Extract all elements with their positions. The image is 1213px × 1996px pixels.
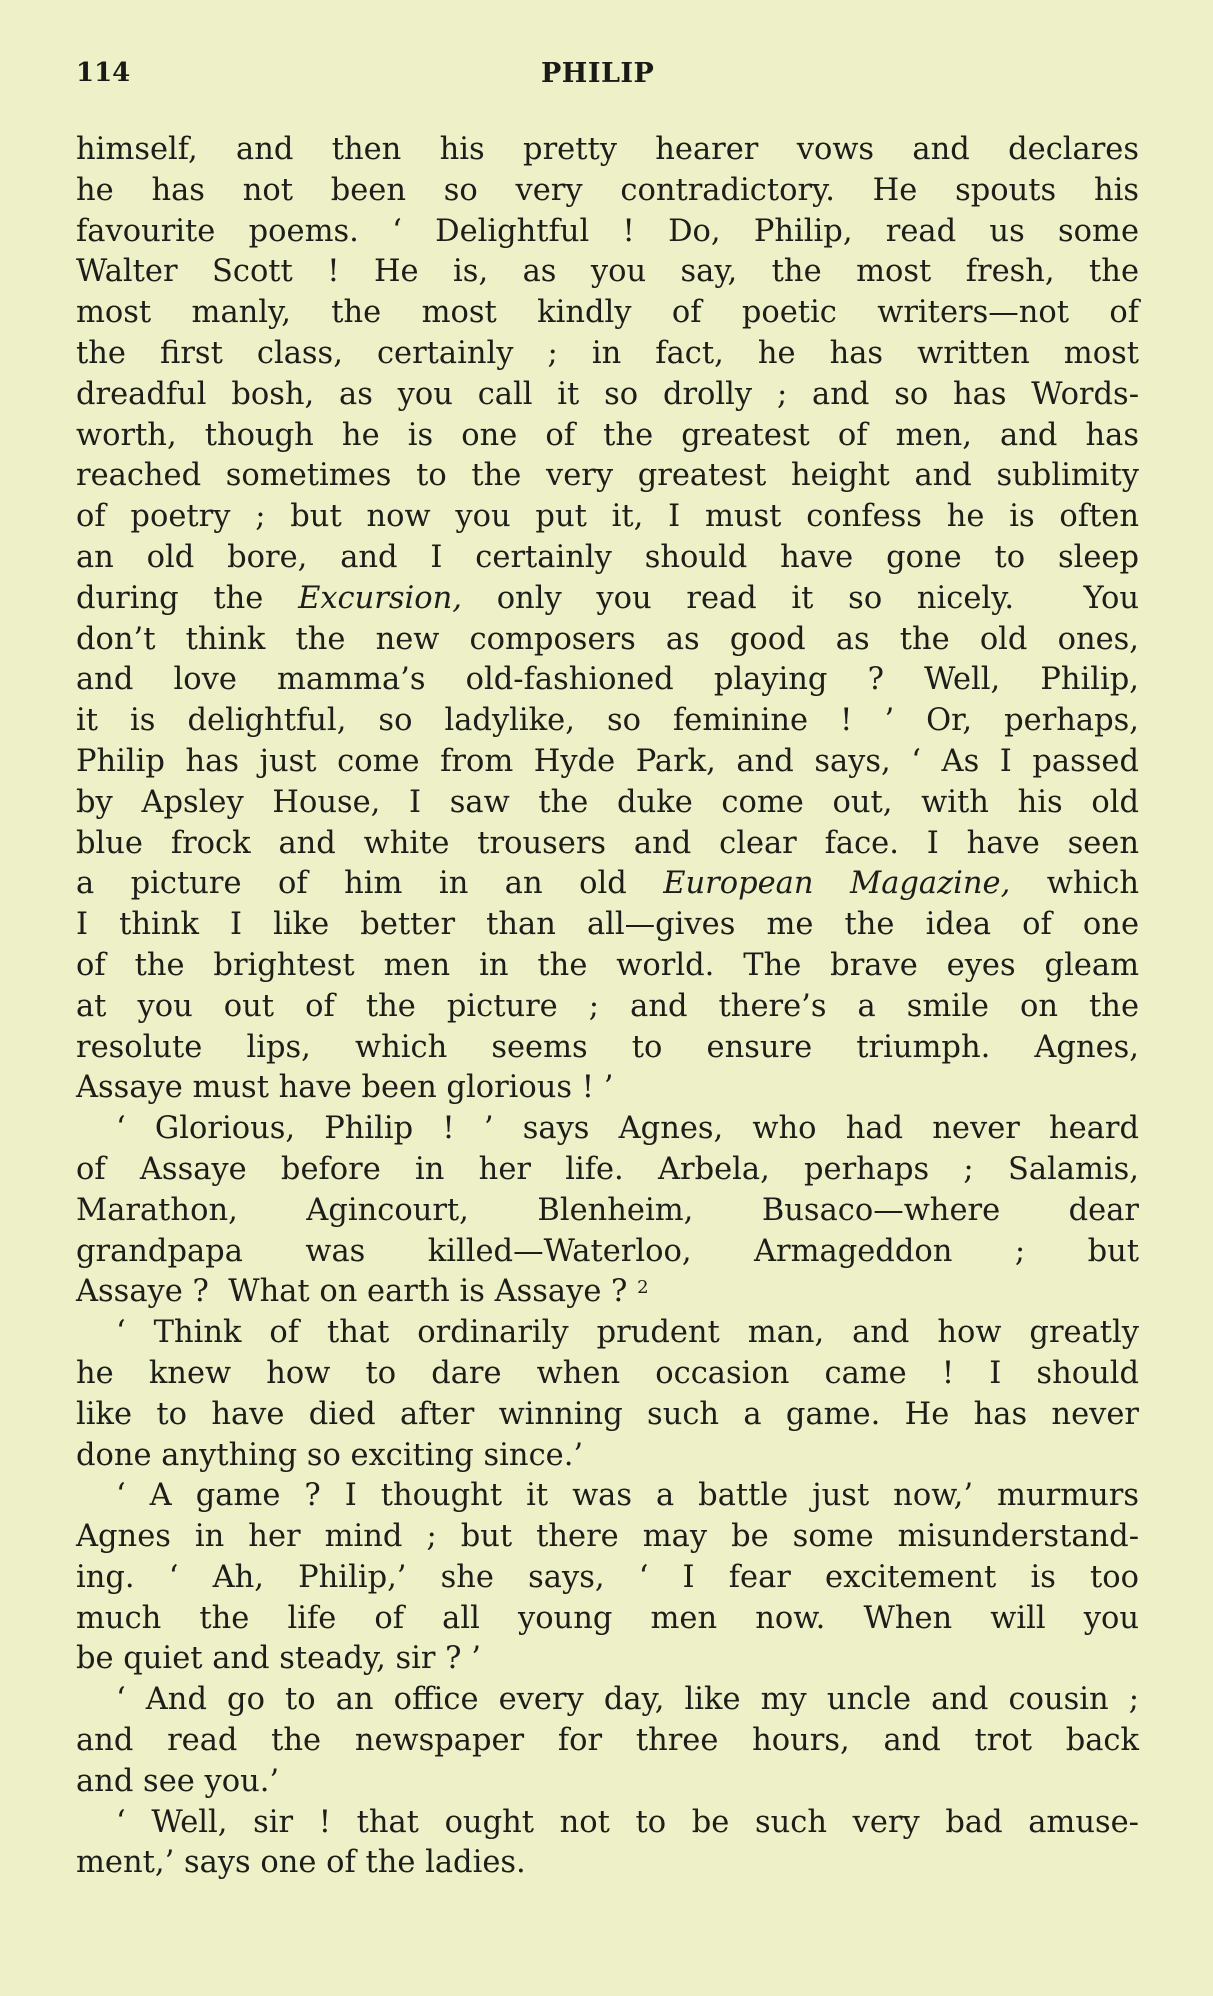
text-fragment: a picture of him in an old (76, 866, 664, 902)
page-number: 114 (76, 58, 131, 88)
text-line-with-title (76, 579, 1139, 620)
text-line: resolute lips, which seems to ensure triumph. Agnes, (76, 1029, 1139, 1065)
text-line: by Apsley House, I saw the duke come out, with his old (76, 784, 1139, 820)
text-line: of poetry ; but now you put it, I must confess he is often (76, 499, 1139, 535)
text-line: himself, and then his pretty hearer vows and declares (76, 132, 1139, 167)
text-line: and read the newspaper for three hours, and trot back (76, 1723, 1139, 1759)
text-fragment: Assaye ? What on earth is Assaye ? (76, 1274, 638, 1310)
text-line: like to have died after winning such a game. He has never (76, 1396, 1139, 1432)
text-line: ‘ And go to an office every day, like my uncle and cousin ; (116, 1682, 1139, 1718)
text-line: reached sometimes to the very greatest height and sublimity (76, 458, 1139, 494)
text-line: worth, though he is one of the greatest of men, and has (76, 417, 1139, 453)
text-line: Marathon, Agincourt, Blenheim, Busaco—where dear (76, 1192, 1139, 1228)
text-line: at you out of the picture ; and there’s a smile on the (76, 988, 1139, 1024)
text-line: be quiet and steady, sir ? ’ (76, 1641, 481, 1677)
text-line: and see you.’ (76, 1763, 280, 1799)
text-line: grandpapa was killed—Waterloo, Armageddon ; but (76, 1233, 1139, 1269)
text-line: he has not been so very contradictory. He spouts his (76, 172, 1139, 208)
text-line: Philip has just come from Hyde Park, and says, ‘ As I passed (76, 743, 1139, 779)
text-line: I think I like better than all—gives me the idea of one (76, 907, 1139, 943)
text-line: and love mamma’s old-fashioned playing ? Well, Philip, (76, 662, 1139, 698)
text-line: ‘ Glorious, Philip ! ’ says Agnes, who had never heard (116, 1111, 1139, 1147)
text-line: the first class, certainly ; in fact, he has written most (76, 335, 1139, 371)
text-line: blue frock and white trousers and clear face. I have seen (76, 825, 1139, 861)
text-line: don’t think the new composers as good as the old ones, (76, 621, 1139, 657)
italic-title-magazine: European Magazine, (663, 866, 1011, 902)
text-line: he knew how to dare when occasion came ! I should (76, 1355, 1139, 1391)
text-line: Agnes in her mind ; but there may be some misunderstand- (76, 1519, 1139, 1555)
text-line: ‘ A game ? I thought it was a battle just now,’ murmurs (116, 1478, 1139, 1514)
body-text (76, 130, 1139, 1884)
text-line: dreadful bosh, as you call it so drolly ; and so has Words- (76, 376, 1139, 412)
page-header (76, 58, 1139, 98)
text-fragment: during the (76, 580, 299, 616)
text-line: much the life of all young men now. When will you (76, 1600, 1139, 1636)
text-fragment: only you read it so nicely. You (461, 580, 1139, 616)
text-line-with-title (76, 864, 1139, 905)
text-line: Walter Scott ! He is, as you say, the most fresh, the (76, 254, 1139, 290)
running-head: PHILIP (541, 58, 655, 89)
text-line: of Assaye before in her life. Arbela, perhaps ; Salamis, (76, 1151, 1139, 1187)
text-line: done anything so exciting since.’ (76, 1437, 584, 1473)
text-line: of the brightest men in the world. The brave eyes gleam (76, 947, 1139, 983)
text-line: it is delightful, so ladylike, so feminine ! ’ Or, perhaps, (76, 703, 1139, 739)
text-line: an old bore, and I certainly should have gone to sleep (76, 539, 1139, 575)
text-line: ment,’ says one of the ladies. (76, 1845, 526, 1881)
text-line: Assaye must have been glorious ! ’ (76, 1070, 614, 1106)
text-fragment: which (1010, 866, 1139, 902)
text-line-with-footnote (76, 1272, 1139, 1313)
footnote-marker: 2 (637, 1277, 649, 1299)
italic-title-excursion: Excursion, (298, 580, 462, 616)
text-line: favourite poems. ‘ Delightful ! Do, Philip, read us some (76, 213, 1139, 249)
text-line: ‘ Think of that ordinarily prudent man, and how greatly (116, 1315, 1139, 1351)
text-line: most manly, the most kindly of poetic writers—not of (76, 295, 1139, 331)
text-line: ‘ Well, sir ! that ought not to be such very bad amuse- (116, 1804, 1139, 1840)
text-line: ing. ‘ Ah, Philip,’ she says, ‘ I fear excitement is too (76, 1559, 1139, 1595)
